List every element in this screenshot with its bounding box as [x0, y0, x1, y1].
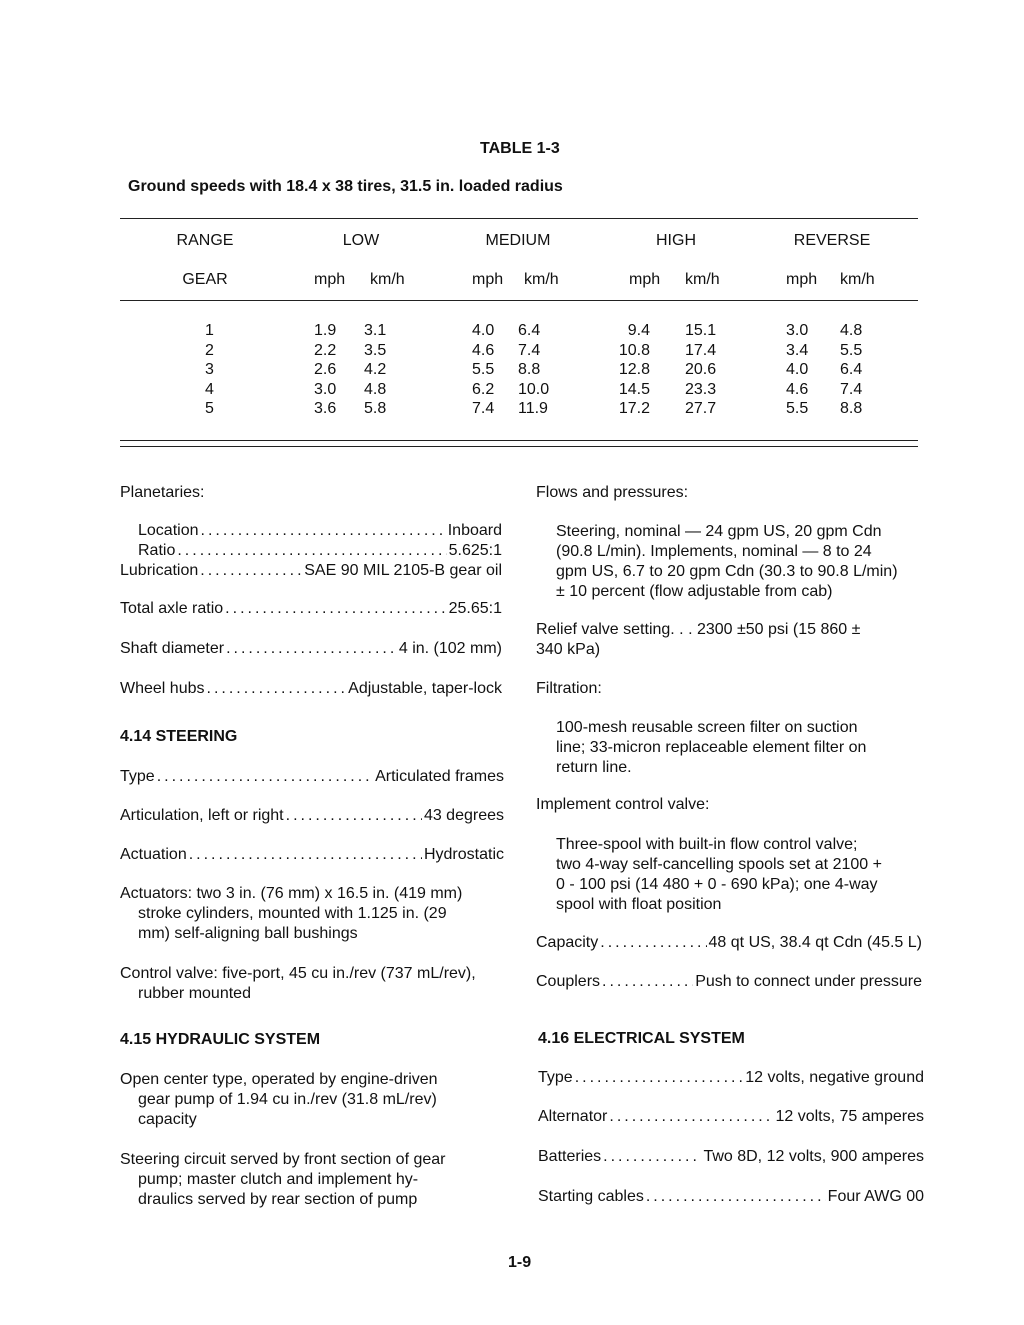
spec-label: Total axle ratio — [120, 600, 224, 617]
couplers-spec — [536, 973, 922, 991]
speed-cell: 4.0 — [786, 361, 809, 378]
articulation-spec — [120, 807, 504, 825]
shaft-spec — [120, 640, 502, 658]
spec-value: Hydrostatic — [423, 846, 504, 863]
open-center-paragraph — [120, 1070, 506, 1130]
batteries-spec — [538, 1148, 924, 1166]
table-top-rule — [120, 218, 918, 219]
wheel-hubs-spec — [120, 680, 502, 698]
spec-label: Lubrication — [120, 562, 199, 579]
range-header: RANGE — [176, 232, 234, 249]
text-line: ± 10 percent (flow adjustable from cab) — [556, 583, 833, 600]
table-bottom-rule — [120, 440, 918, 441]
spec-value: 5.625:1 — [448, 542, 502, 559]
text-line: Open center type, operated by engine-driven — [120, 1071, 438, 1088]
implement-valve-paragraph — [556, 835, 920, 915]
speed-cell: 8.8 — [518, 361, 541, 378]
speed-cell: 17.2 — [618, 400, 650, 417]
text-line: Three-spool with built-in flow control valve; — [556, 836, 858, 853]
speed-cell: 2.2 — [314, 342, 337, 359]
speed-cell: 3.0 — [786, 322, 809, 339]
text-line: 0 - 100 psi (14 480 + 0 - 690 kPa); one 4-way — [556, 876, 878, 893]
speed-cell: 11.9 — [518, 400, 548, 417]
spec-label: Alternator — [538, 1108, 608, 1125]
text-line: Steering, nominal — 24 gpm US, 20 gpm Cdn — [556, 523, 882, 540]
spec-value: 12 volts, 75 amperes — [775, 1108, 924, 1125]
range-high: HIGH — [656, 232, 696, 249]
flows-paragraph — [556, 522, 920, 602]
spec-label: Articulation, left or right — [120, 807, 284, 824]
text-line: stroke cylinders, mounted with 1.125 in. (29 — [138, 905, 447, 922]
ratio-spec — [138, 542, 502, 560]
speed-cell: 5.8 — [364, 400, 387, 417]
speed-cell: 5.5 — [472, 361, 495, 378]
gear-cell: 4 — [205, 381, 214, 398]
spec-label: Wheel hubs — [120, 680, 205, 697]
speed-cell: 3.0 — [314, 381, 337, 398]
unit-kmh: km/h — [524, 271, 559, 288]
spec-label: Starting cables — [538, 1188, 644, 1205]
text-line: return line. — [556, 759, 632, 776]
flows-heading: Flows and pressures: — [536, 484, 689, 501]
unit-kmh: km/h — [840, 271, 875, 288]
speed-cell: 5.5 — [786, 400, 809, 417]
spec-value: 12 volts, negative ground — [745, 1069, 924, 1086]
speed-cell: 3.4 — [786, 342, 809, 359]
text-line: 100-mesh reusable screen filter on suction — [556, 719, 858, 736]
capacity-spec — [536, 934, 922, 952]
text-line: 340 kPa) — [536, 641, 601, 658]
steering-heading: 4.14 STEERING — [120, 728, 238, 745]
speed-cell: 4.2 — [364, 361, 387, 378]
alternator-spec — [538, 1108, 924, 1126]
speed-cell: 15.1 — [685, 322, 717, 339]
speed-cell: 5.5 — [840, 342, 863, 359]
speed-cell: 20.6 — [685, 361, 717, 378]
spec-value: Adjustable, taper-lock — [348, 680, 502, 697]
gear-cell: 1 — [205, 322, 214, 339]
speed-cell: 8.8 — [840, 400, 863, 417]
electrical-heading: 4.16 ELECTRICAL SYSTEM — [538, 1030, 745, 1047]
speed-cell: 3.5 — [364, 342, 387, 359]
speed-cell: 4.6 — [472, 342, 495, 359]
spec-label: Batteries — [538, 1148, 602, 1165]
unit-mph: mph — [472, 271, 504, 288]
range-reverse: REVERSE — [793, 232, 871, 249]
text-line: gpm US, 6.7 to 20 gpm Cdn (30.3 to 90.8 L/min) — [556, 563, 898, 580]
speed-cell: 4.0 — [472, 322, 495, 339]
speed-cell: 3.1 — [364, 322, 387, 339]
electrical-type-spec — [538, 1069, 924, 1087]
text-line: Control valve: five-port, 45 cu in./rev (737 mL/rev), — [120, 965, 476, 982]
text-line: line; 33-micron replaceable element filter on — [556, 739, 867, 756]
spec-label: Capacity — [536, 934, 599, 951]
gear-cell: 2 — [205, 342, 214, 359]
total-axle-spec — [120, 600, 502, 618]
text-line: two 4-way self-cancelling spools set at 2100 + — [556, 856, 882, 873]
spec-value: 4 in. (102 mm) — [398, 640, 502, 657]
lubrication-spec — [120, 562, 502, 580]
spec-value: Four AWG 00 — [827, 1188, 924, 1205]
gear-header: GEAR — [182, 271, 228, 288]
spec-value: 25.65:1 — [448, 600, 502, 617]
speed-cell: 17.4 — [685, 342, 717, 359]
speed-cell: 7.4 — [840, 381, 863, 398]
speed-cell: 10.0 — [518, 381, 550, 398]
speed-cell: 2.6 — [314, 361, 337, 378]
steering-type-spec — [120, 768, 504, 786]
range-low: LOW — [342, 232, 380, 249]
text-line: (90.8 L/min). Implements, nominal — 8 to 24 — [556, 543, 872, 560]
unit-kmh: km/h — [370, 271, 405, 288]
speed-cell: 23.3 — [685, 381, 717, 398]
spec-label: Type — [120, 768, 155, 785]
control-valve-paragraph — [120, 964, 506, 1004]
table-caption: Ground speeds with 18.4 x 38 tires, 31.5 in. loaded radius — [128, 178, 563, 195]
unit-mph: mph — [786, 271, 818, 288]
actuators-paragraph — [120, 884, 506, 944]
text-line: rubber mounted — [138, 985, 251, 1002]
speed-cell: 27.7 — [685, 400, 717, 417]
spec-value: 48 qt US, 38.4 qt Cdn (45.5 L) — [708, 934, 922, 951]
planetaries-heading: Planetaries: — [120, 484, 205, 501]
relief-valve-paragraph — [536, 620, 920, 660]
spec-value: 43 degrees — [423, 807, 504, 824]
spec-label: Actuation — [120, 846, 187, 863]
text-line: capacity — [138, 1111, 197, 1128]
spec-value: Push to connect under pressure — [695, 973, 922, 990]
text-line: spool with float position — [556, 896, 722, 913]
speed-cell: 3.6 — [314, 400, 337, 417]
text-line: pump; master clutch and implement hy- — [138, 1171, 419, 1188]
text-line: draulics served by rear section of pump — [138, 1191, 418, 1208]
text-line: mm) self-aligning ball bushings — [138, 925, 358, 942]
unit-kmh: km/h — [685, 271, 720, 288]
filtration-paragraph — [556, 718, 920, 778]
speed-cell: 4.8 — [840, 322, 863, 339]
text-line: gear pump of 1.94 cu in./rev (31.8 mL/rev) — [138, 1091, 437, 1108]
text-line: Steering circuit served by front section of gear — [120, 1151, 446, 1168]
gear-cell: 3 — [205, 361, 214, 378]
gear-cell: 5 — [205, 400, 214, 417]
range-medium: MEDIUM — [485, 232, 551, 249]
starting-cables-spec — [538, 1188, 924, 1206]
spec-label: Couplers — [536, 973, 601, 990]
steering-circuit-paragraph — [120, 1150, 506, 1210]
spec-value: Two 8D, 12 volts, 900 amperes — [703, 1148, 924, 1165]
page-number: 1-9 — [508, 1254, 532, 1271]
filtration-heading: Filtration: — [536, 680, 602, 697]
table-title: TABLE 1-3 — [480, 140, 560, 157]
spec-label: Ratio — [138, 542, 176, 559]
table-header-rule — [120, 300, 918, 301]
spec-value: SAE 90 MIL 2105-B gear oil — [304, 562, 502, 579]
text-line: Actuators: two 3 in. (76 mm) x 16.5 in. (419 mm) — [120, 885, 463, 902]
speed-cell: 14.5 — [618, 381, 650, 398]
speed-cell: 10.8 — [618, 342, 650, 359]
spec-label: Type — [538, 1069, 573, 1086]
actuation-spec — [120, 846, 504, 864]
text-line: Relief valve setting. . . 2300 ±50 psi (15 860 ± — [536, 621, 861, 638]
hydraulic-heading: 4.15 HYDRAULIC SYSTEM — [120, 1031, 321, 1048]
speed-cell: 4.8 — [364, 381, 387, 398]
speed-cell: 4.6 — [786, 381, 809, 398]
unit-mph: mph — [314, 271, 346, 288]
spec-value: Inboard — [447, 522, 502, 539]
speed-cell: 7.4 — [472, 400, 495, 417]
speed-cell: 7.4 — [518, 342, 541, 359]
speed-cell: 6.2 — [472, 381, 495, 398]
speed-cell: 9.4 — [627, 322, 650, 339]
spec-value: Articulated frames — [375, 768, 504, 785]
table-bottom-rule-2 — [120, 446, 918, 447]
unit-mph: mph — [629, 271, 661, 288]
speed-cell: 12.8 — [618, 361, 650, 378]
location-spec — [138, 522, 502, 540]
speed-cell: 6.4 — [840, 361, 863, 378]
speed-cell: 1.9 — [314, 322, 337, 339]
implement-valve-heading: Implement control valve: — [536, 796, 710, 813]
spec-label: Shaft diameter — [120, 640, 225, 657]
speed-cell: 6.4 — [518, 322, 541, 339]
spec-label: Location — [138, 522, 199, 539]
